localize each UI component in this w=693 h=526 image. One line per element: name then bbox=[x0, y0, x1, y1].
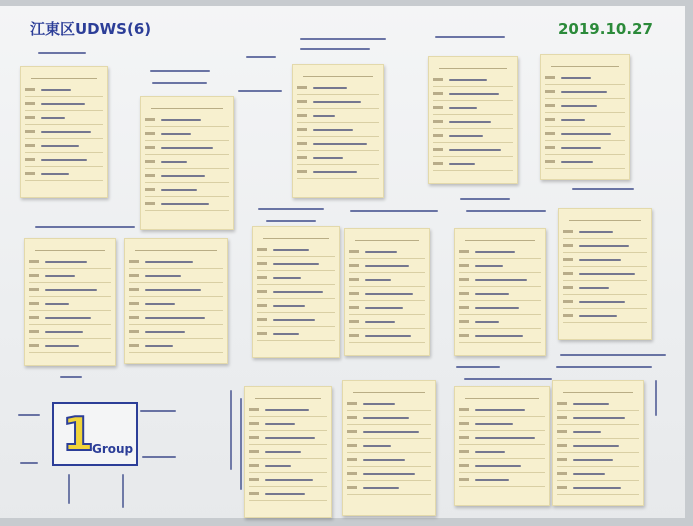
handwritten-header bbox=[35, 226, 135, 228]
worksheet-note bbox=[124, 238, 228, 364]
group-word: Group bbox=[92, 442, 134, 456]
handwritten-header bbox=[246, 56, 276, 58]
board-date: 2019.10.27 bbox=[558, 20, 653, 38]
handwritten-header bbox=[152, 82, 207, 84]
handwritten-header bbox=[435, 36, 505, 38]
handwritten-side-note bbox=[18, 414, 40, 416]
handwritten-header bbox=[150, 70, 210, 72]
handwritten-vertical bbox=[230, 390, 232, 470]
handwritten-header bbox=[556, 366, 652, 368]
handwritten-header bbox=[572, 188, 634, 190]
handwritten-header bbox=[466, 210, 546, 212]
handwritten-vertical bbox=[240, 398, 242, 490]
worksheet-note bbox=[140, 96, 234, 230]
worksheet-note bbox=[454, 386, 550, 506]
handwritten-vertical bbox=[122, 474, 124, 508]
handwritten-side-note bbox=[142, 456, 176, 458]
handwritten-header bbox=[464, 378, 552, 380]
board-top-edge bbox=[0, 0, 693, 6]
worksheet-note bbox=[292, 64, 384, 198]
handwritten-header bbox=[38, 52, 86, 54]
handwritten-header bbox=[300, 48, 370, 50]
handwritten-header bbox=[238, 90, 282, 92]
handwritten-side-note bbox=[20, 462, 38, 464]
handwritten-header bbox=[258, 208, 324, 210]
group-logo bbox=[52, 402, 138, 466]
group-number: 1 bbox=[62, 407, 95, 461]
worksheet-note bbox=[342, 380, 436, 516]
worksheet-note bbox=[428, 56, 518, 184]
board-bottom-edge bbox=[0, 518, 693, 526]
board-title: 江東区UDWS(6) bbox=[30, 20, 152, 38]
handwritten-side-note bbox=[60, 376, 82, 378]
handwritten-header bbox=[456, 366, 500, 368]
handwritten-header bbox=[350, 210, 438, 212]
handwritten-vertical bbox=[655, 380, 657, 416]
worksheet-note bbox=[252, 226, 340, 358]
worksheet-note bbox=[552, 380, 644, 506]
handwritten-side-note bbox=[140, 410, 176, 412]
worksheet-note bbox=[20, 66, 108, 198]
handwritten-header bbox=[560, 354, 666, 356]
worksheet-note bbox=[558, 208, 652, 340]
worksheet-note bbox=[344, 228, 430, 356]
handwritten-vertical bbox=[68, 474, 70, 504]
worksheet-note bbox=[540, 54, 630, 180]
board-right-edge bbox=[685, 0, 693, 526]
worksheet-note bbox=[244, 386, 332, 518]
handwritten-header bbox=[460, 198, 510, 200]
worksheet-note bbox=[454, 228, 546, 356]
handwritten-header bbox=[266, 220, 316, 222]
worksheet-note bbox=[24, 238, 116, 366]
handwritten-header bbox=[300, 38, 386, 40]
